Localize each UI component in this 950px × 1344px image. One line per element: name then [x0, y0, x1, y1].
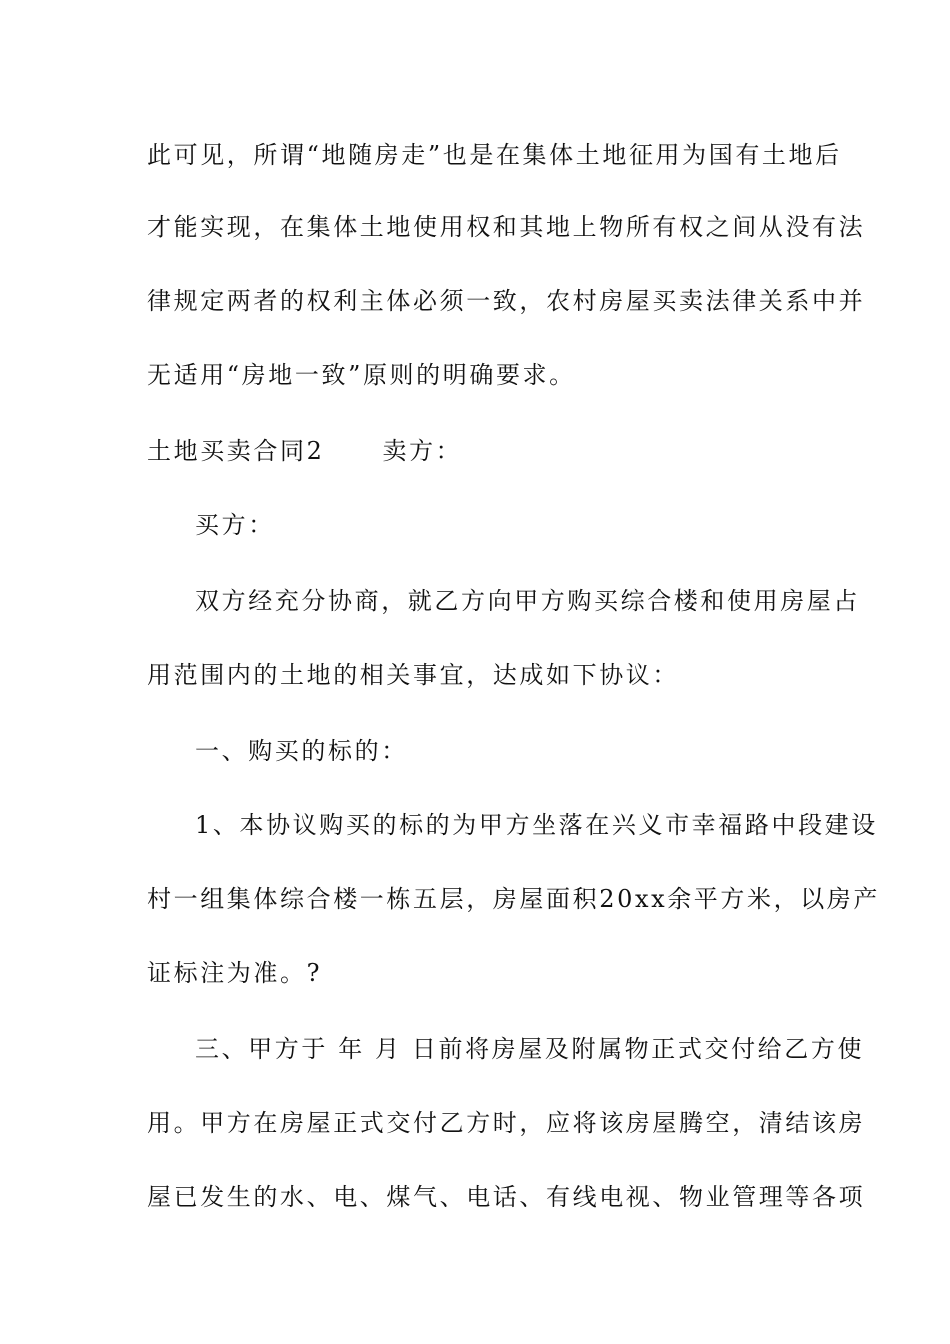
- section-heading: 土地买卖合同2: [147, 437, 325, 465]
- text-line: 律规定两者的权利主体必须一致，农村房屋买卖法律关系中并: [147, 287, 866, 315]
- text-line: 屋已发生的水、电、煤气、电话、有线电视、物业管理等各项: [147, 1183, 866, 1211]
- paragraph-line: 双方经充分协商，就乙方向甲方购买综合楼和使用房屋占: [195, 587, 860, 615]
- text-line: 此可见，所谓“地随房走”也是在集体土地征用为国有土地后: [147, 141, 842, 169]
- clause-heading: 一、购买的标的：: [195, 737, 408, 765]
- text-line: 才能实现，在集体土地使用权和其地上物所有权之间从没有法: [147, 213, 866, 241]
- seller-label: 卖方：: [382, 437, 463, 465]
- section-heading-line: [147, 436, 462, 466]
- paragraph-line: 三、甲方于 年 月 日前将房屋及附属物正式交付给乙方使: [195, 1035, 865, 1063]
- text-line: 村一组集体综合楼一栋五层，房屋面积20xx余平方米，以房产: [147, 885, 881, 913]
- paragraph-line: 1、本协议购买的标的为甲方坐落在兴义市幸福路中段建设: [195, 811, 878, 839]
- buyer-label: 买方：: [195, 511, 275, 539]
- text-line: 证标注为准。?: [147, 959, 323, 987]
- text-line: 用范围内的土地的相关事宜，达成如下协议：: [147, 661, 679, 689]
- text-line: 无适用“房地一致”原则的明确要求。: [147, 361, 576, 389]
- text-line: 用。甲方在房屋正式交付乙方时，应将该房屋腾空，清结该房: [147, 1109, 866, 1137]
